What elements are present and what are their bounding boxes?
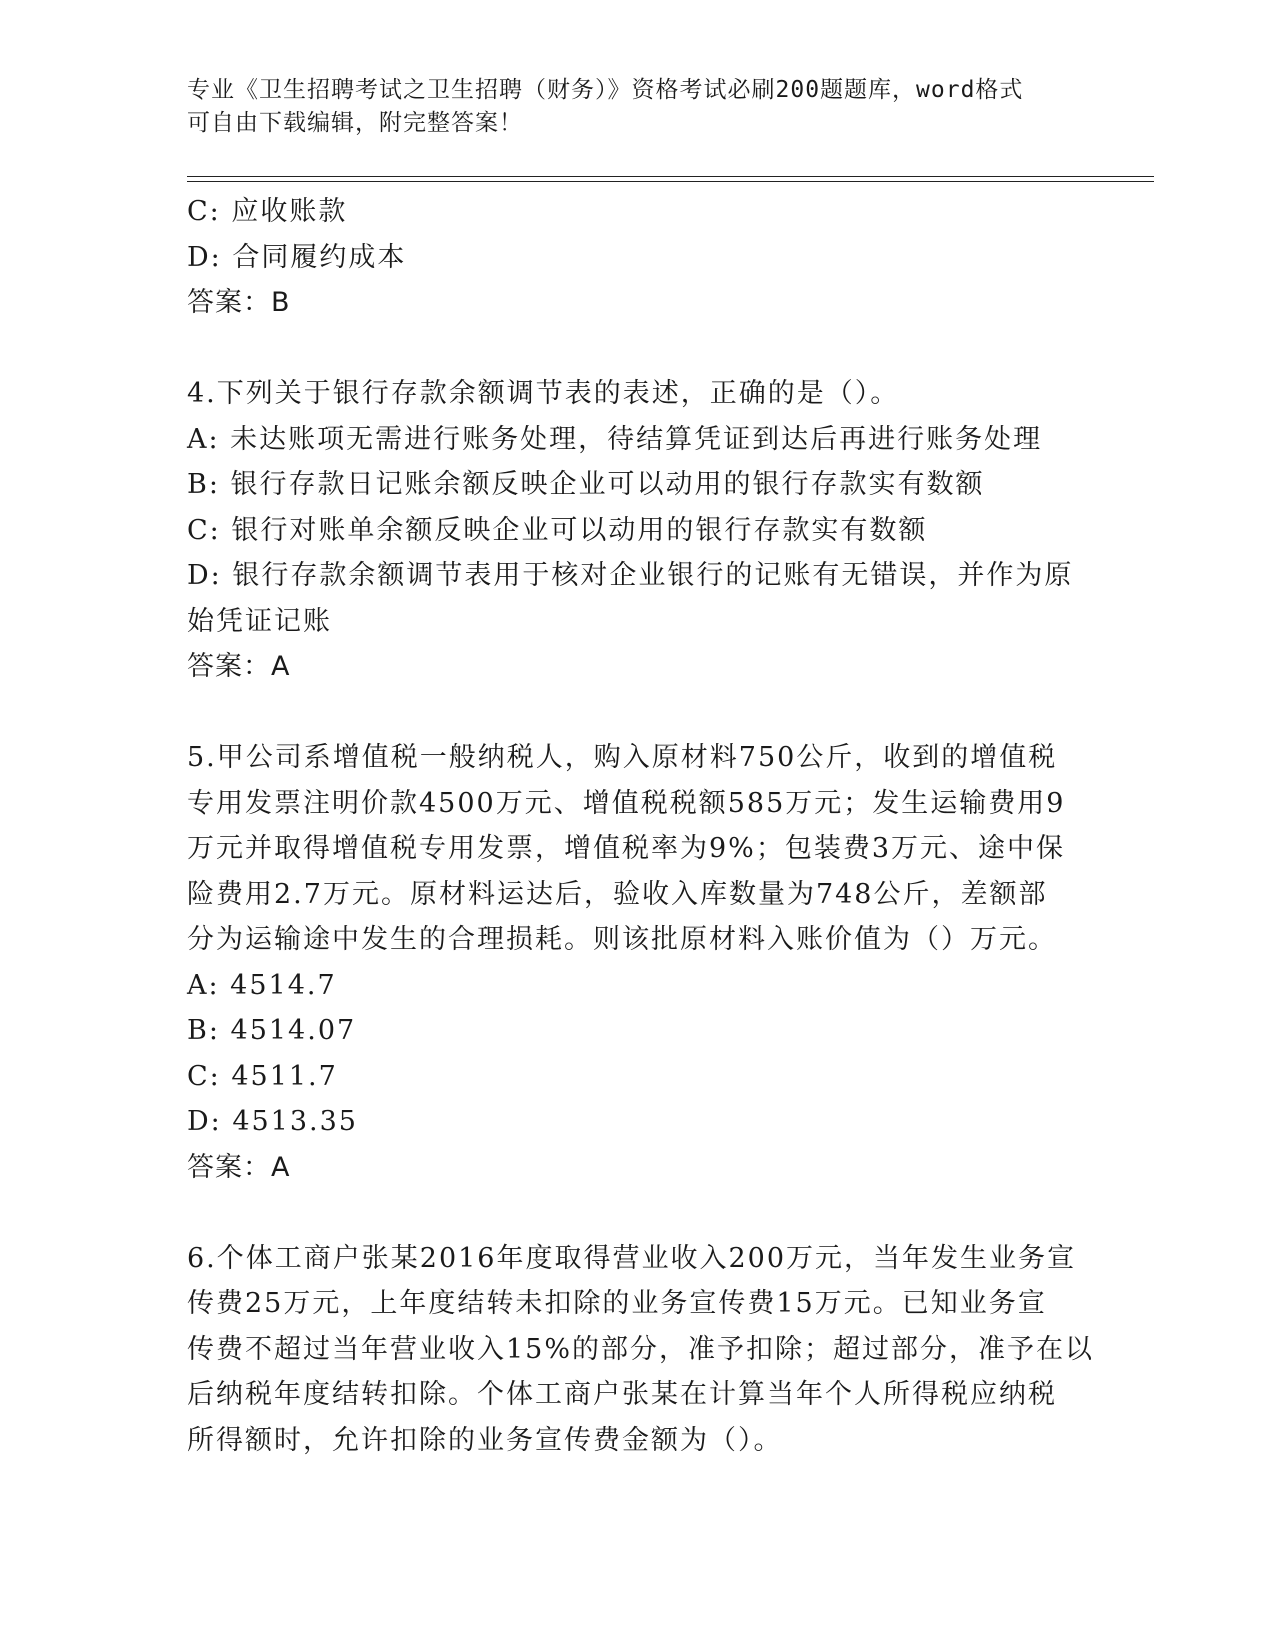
header-rule-top [187,176,1154,177]
question-stem-line: 传费不超过当年营业收入15%的部分，准予扣除；超过部分，准予在以 [187,1333,1095,1365]
header-line-1: 专业《卫生招聘考试之卫生招聘（财务）》资格考试必刷200题题库，word格式 [187,77,1024,103]
question-5 [187,735,1087,1190]
question-4 [187,371,1087,690]
prev-question [187,189,1087,326]
question-stem-line: 万元并取得增值税专用发票，增值税率为9%；包装费3万元、途中保 [187,833,1066,864]
option-d-continued: 始凭证记账 [187,605,332,637]
header-rule-bottom [187,181,1154,182]
question-stem-line: 专用发票注明价款4500万元、增值税税额585万元；发生运输费用9 [187,787,1066,819]
question-stem: 4.下列关于银行存款余额调节表的表述，正确的是（）。 [187,378,900,409]
option-d: D: 银行存款余额调节表用于核对企业银行的记账有无错误，并作为原 [187,560,1074,591]
answer: 答案：A [187,1151,291,1183]
question-stem-line: 5.甲公司系增值税一般纳税人，购入原材料750公斤，收到的增值税 [187,742,1058,773]
question-stem-line: 险费用2.7万元。原材料运达后，验收入库数量为748公斤，差额部 [187,878,1048,910]
option-c: C: 应收账款 [187,196,348,227]
option-d: D: 合同履约成本 [187,241,407,273]
option-b: B: 银行存款日记账余额反映企业可以动用的银行存款实有数额 [187,469,985,500]
option-c: C: 银行对账单余额反映企业可以动用的银行存款实有数额 [187,514,928,546]
question-stem-line: 后纳税年度结转扣除。个体工商户张某在计算当年个人所得税应纳税 [187,1379,1057,1410]
question-stem-line: 所得额时，允许扣除的业务宣传费金额为（）。 [187,1424,783,1456]
option-a: A: 4514.7 [187,969,337,1001]
document-header [187,74,1087,140]
answer: 答案：A [187,651,291,682]
page-content [187,189,1095,1463]
header-line-2: 可自由下载编辑，附完整答案！ [187,110,523,136]
answer: 答案：B [187,287,291,318]
option-a: A: 未达账项无需进行账务处理，待结算凭证到达后再进行账务处理 [187,423,1043,455]
question-stem-line: 分为运输途中发生的合理损耗。则该批原材料入账价值为（）万元。 [187,924,1057,955]
option-c: C: 4511.7 [187,1060,338,1092]
option-b: B: 4514.07 [187,1015,357,1046]
question-6 [187,1236,1095,1464]
option-d: D: 4513.35 [187,1106,358,1137]
question-stem-line: 6.个体工商户张某2016年度取得营业收入200万元，当年发生业务宣 [187,1242,1077,1274]
question-stem-line: 传费25万元，上年度结转未扣除的业务宣传费15万元。已知业务宣 [187,1288,1047,1319]
